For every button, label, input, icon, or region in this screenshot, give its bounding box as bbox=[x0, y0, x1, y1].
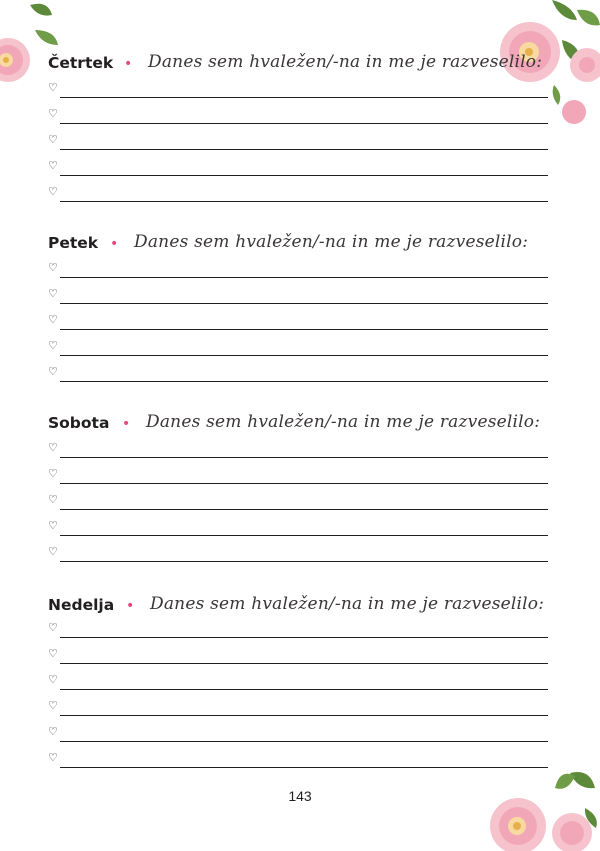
day-label: Sobota bbox=[48, 414, 110, 432]
writing-line[interactable] bbox=[48, 725, 548, 742]
writing-line[interactable] bbox=[48, 261, 548, 278]
day-section-sunday bbox=[48, 594, 548, 764]
writing-line[interactable] bbox=[48, 313, 548, 330]
bullet-dot: • bbox=[124, 56, 133, 72]
gratitude-prompt: Danes sem hvaležen/-na in me je razveselilo: bbox=[146, 412, 541, 432]
writing-line[interactable] bbox=[48, 493, 548, 510]
heart-icon: ♡ bbox=[48, 751, 58, 764]
bullet-dot: • bbox=[110, 236, 119, 252]
day-label: Nedelja bbox=[48, 596, 115, 614]
writing-line[interactable] bbox=[48, 81, 548, 98]
writing-line[interactable] bbox=[48, 441, 548, 458]
bullet-dot: • bbox=[126, 598, 135, 614]
writing-line[interactable] bbox=[48, 107, 548, 124]
heart-icon: ♡ bbox=[48, 545, 58, 558]
writing-line[interactable] bbox=[48, 159, 548, 176]
writing-line[interactable] bbox=[48, 519, 548, 536]
day-header bbox=[48, 52, 548, 78]
heart-icon: ♡ bbox=[48, 261, 58, 274]
heart-icon: ♡ bbox=[48, 81, 58, 94]
writing-line[interactable] bbox=[48, 621, 548, 638]
writing-line[interactable] bbox=[48, 545, 548, 562]
writing-line[interactable] bbox=[48, 339, 548, 356]
day-section-thursday bbox=[48, 52, 548, 198]
heart-icon: ♡ bbox=[48, 313, 58, 326]
day-section-friday bbox=[48, 232, 548, 378]
writing-line[interactable] bbox=[48, 647, 548, 664]
writing-line[interactable] bbox=[48, 365, 548, 382]
gratitude-prompt: Danes sem hvaležen/-na in me je razveselilo: bbox=[150, 594, 545, 614]
heart-icon: ♡ bbox=[48, 467, 58, 480]
day-label: Četrtek bbox=[48, 54, 114, 72]
heart-icon: ♡ bbox=[48, 493, 58, 506]
gratitude-prompt: Danes sem hvaležen/-na in me je razveselilo: bbox=[134, 232, 529, 252]
writing-line[interactable] bbox=[48, 673, 548, 690]
writing-line[interactable] bbox=[48, 133, 548, 150]
writing-line[interactable] bbox=[48, 751, 548, 768]
heart-icon: ♡ bbox=[48, 185, 58, 198]
day-label: Petek bbox=[48, 234, 99, 252]
day-header bbox=[48, 412, 548, 438]
heart-icon: ♡ bbox=[48, 133, 58, 146]
heart-icon: ♡ bbox=[48, 699, 58, 712]
heart-icon: ♡ bbox=[48, 441, 58, 454]
bullet-dot: • bbox=[122, 416, 131, 432]
heart-icon: ♡ bbox=[48, 519, 58, 532]
heart-icon: ♡ bbox=[48, 365, 58, 378]
heart-icon: ♡ bbox=[48, 159, 58, 172]
writing-line[interactable] bbox=[48, 467, 548, 484]
heart-icon: ♡ bbox=[48, 725, 58, 738]
heart-icon: ♡ bbox=[48, 673, 58, 686]
heart-icon: ♡ bbox=[48, 287, 58, 300]
writing-line[interactable] bbox=[48, 287, 548, 304]
writing-line[interactable] bbox=[48, 699, 548, 716]
rose-bottom-right-icon bbox=[490, 768, 600, 851]
heart-icon: ♡ bbox=[48, 107, 58, 120]
heart-icon: ♡ bbox=[48, 339, 58, 352]
gratitude-prompt: Danes sem hvaležen/-na in me je razveselilo: bbox=[148, 52, 543, 72]
writing-line[interactable] bbox=[48, 185, 548, 202]
day-header bbox=[48, 594, 548, 620]
page-number: 143 bbox=[288, 788, 312, 804]
heart-icon: ♡ bbox=[48, 647, 58, 660]
day-header bbox=[48, 232, 548, 258]
day-section-saturday bbox=[48, 412, 548, 558]
heart-icon: ♡ bbox=[48, 621, 58, 634]
